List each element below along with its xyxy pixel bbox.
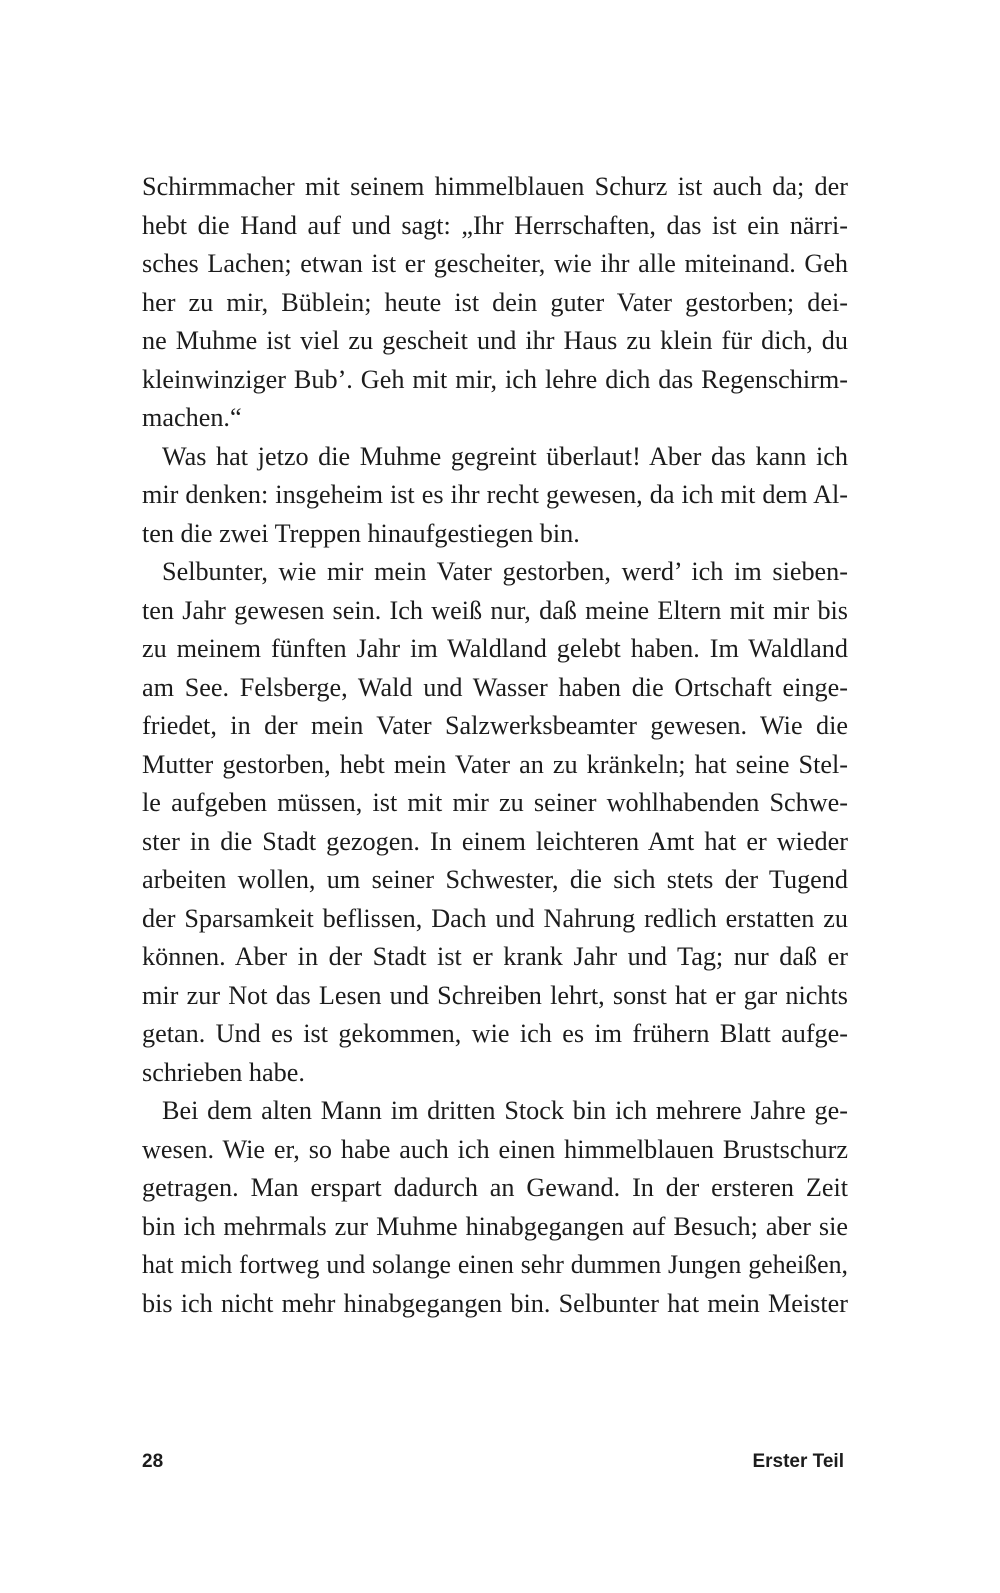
running-head: Erster Teil [752,1451,844,1472]
text-line: bin ich mehrmals zur Muhme hinabgegangen auf Besuch; aber sie [142,1211,848,1241]
text-line: bis ich nicht mehr hinabgegangen bin. Selbunter hat mein Meister [142,1288,848,1318]
text-line: her zu mir, Büblein; heute ist dein guter Vater gestorben; dei- [142,287,848,317]
text-line: Schirmmacher mit seinem himmelblauen Schurz ist auch da; der [142,172,848,201]
text-line: le aufgeben müssen, ist mit mir zu seiner wohlhabenden Schwe- [142,788,848,817]
text-line: Was hat jetzo die Muhme gegreint überlaut! Aber das kann ich [162,441,848,471]
text-line: können. Aber in der Stadt ist er krank Jahr und Tag; nur daß er [142,942,848,971]
text-line: hebt die Hand auf und sagt: „Ihr Herrschaften, das ist ein närri- [142,210,848,240]
text-line: getan. Und es ist gekommen, wie ich es im frühern Blatt aufge- [142,1019,848,1048]
text-line: wesen. Wie er, so habe auch ich einen himmelblauen Brustschurz [142,1134,848,1164]
text-line: zu meinem fünften Jahr im Waldland gelebt haben. Im Waldland [142,634,848,663]
text-line: friedet, in der mein Vater Salzwerksbeamter gewesen. Wie die [142,711,848,740]
text-line: Mutter gestorben, hebt mein Vater an zu kränkeln; hat seine Stel- [142,749,848,779]
body-text [142,168,848,1323]
text-line: der Sparsamkeit beflissen, Dach und Nahrung redlich erstatten zu [142,903,848,933]
text-line: Bei dem alten Mann im dritten Stock bin ich mehrere Jahre ge- [162,1096,848,1125]
text-line: mir denken: insgeheim ist es ihr recht gewesen, da ich mit dem Al- [142,480,848,509]
text-line: ten Jahr gewesen sein. Ich weiß nur, daß meine Eltern mit mir bis [142,595,848,625]
text-line: ne Muhme ist viel zu gescheit und ihr Haus zu klein für dich, du [142,326,848,355]
text-line: am See. Felsberge, Wald und Wasser haben die Ortschaft einge- [142,672,848,702]
text-line: machen.“ [142,403,242,432]
text-line: sches Lachen; etwan ist er gescheiter, wie ihr alle miteinand. Geh [142,249,848,278]
text-line: kleinwinziger Bub’. Geh mit mir, ich lehre dich das Regenschirm- [142,364,848,394]
text-line: ster in die Stadt gezogen. In einem leichteren Amt hat er wieder [142,826,848,856]
text-line: Selbunter, wie mir mein Vater gestorben, werd’ ich im sieben- [162,557,848,586]
page-number: 28 [142,1451,164,1472]
text-line: getragen. Man erspart dadurch an Gewand. In der ersteren Zeit [142,1173,848,1202]
text-line: schrieben habe. [142,1057,305,1087]
text-line: mir zur Not das Lesen und Schreiben lehrt, sonst hat er gar nichts [142,980,848,1010]
text-line: arbeiten wollen, um seiner Schwester, die sich stets der Tugend [142,865,848,894]
text-line: ten die zwei Treppen hinaufgestiegen bin. [142,518,580,548]
page-footer [142,1451,848,1479]
text-line: hat mich fortweg und solange einen sehr dummen Jungen geheißen, [142,1250,848,1279]
